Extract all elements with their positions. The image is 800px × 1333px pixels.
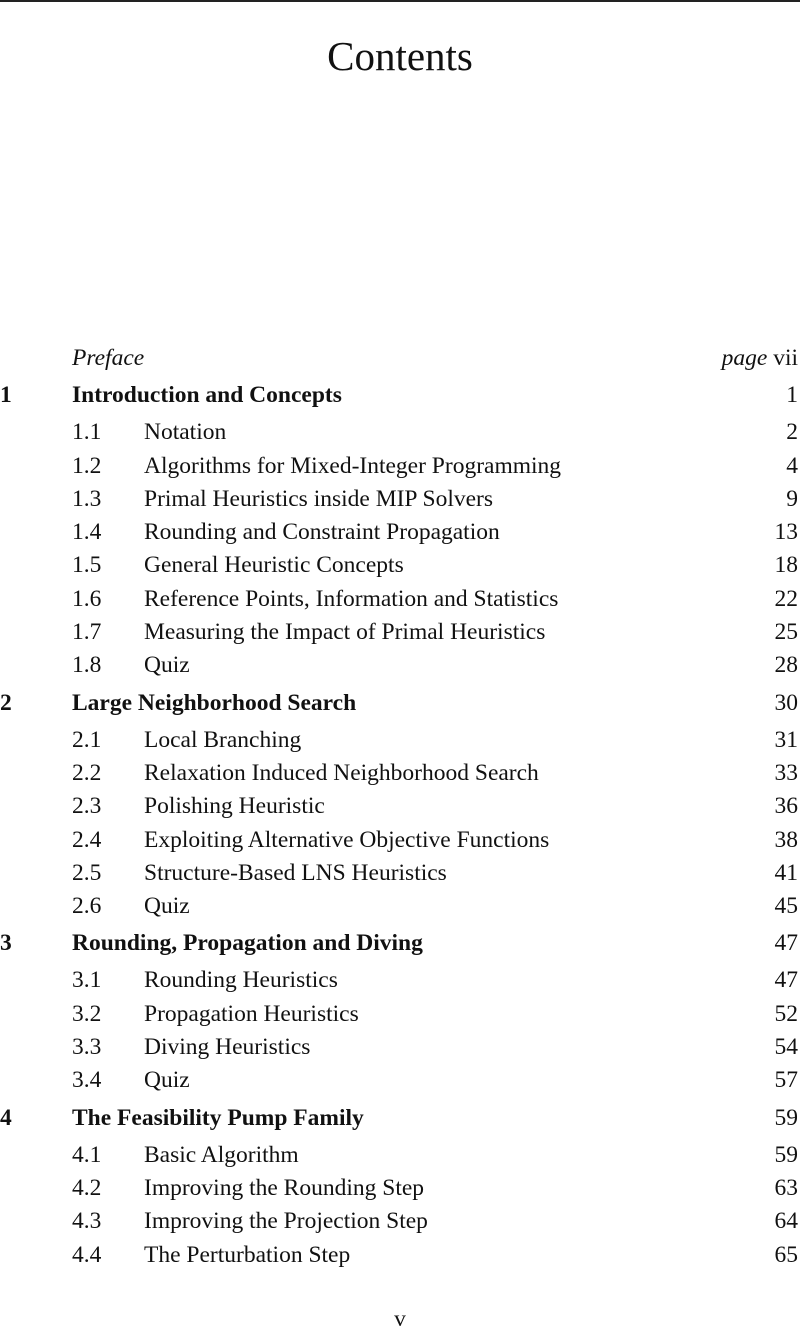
- section-number: 2.1: [72, 726, 102, 753]
- section-number: 2.2: [72, 759, 102, 786]
- section-page: 36: [774, 793, 798, 820]
- section-number: 4.3: [72, 1208, 102, 1235]
- section-title: Quiz: [144, 1067, 190, 1094]
- preface-page-number: vii: [773, 345, 798, 371]
- toc-row-section[interactable]: [0, 757, 800, 790]
- chapter-title: Large Neighborhood Search: [72, 689, 357, 716]
- section-number: 4.2: [72, 1174, 102, 1201]
- section-title: Measuring the Impact of Primal Heuristics: [144, 619, 546, 646]
- chapter-page: 59: [774, 1104, 798, 1131]
- section-page: 54: [774, 1034, 798, 1061]
- toc-row-section[interactable]: [0, 483, 800, 516]
- section-title: Rounding Heuristics: [144, 967, 338, 994]
- section-page: 38: [774, 826, 798, 853]
- chapter-page: 1: [786, 382, 798, 409]
- section-title: Improving the Projection Step: [144, 1208, 428, 1235]
- section-number: 1.4: [72, 519, 102, 546]
- section-page: 59: [774, 1141, 798, 1168]
- page-title: Contents: [327, 33, 473, 79]
- section-title: Rounding and Constraint Propagation: [144, 519, 500, 546]
- section-number: 3.1: [72, 967, 102, 994]
- section-number: 2.6: [72, 893, 102, 920]
- section-number: 4.1: [72, 1141, 102, 1168]
- section-page: 22: [774, 585, 798, 612]
- section-page: 45: [774, 893, 798, 920]
- section-title: Structure-Based LNS Heuristics: [144, 859, 447, 886]
- section-number: 3.2: [72, 1000, 102, 1027]
- section-number: 1.5: [72, 552, 102, 579]
- toc-row-section[interactable]: [0, 790, 800, 823]
- toc-row-chapter[interactable]: [0, 375, 800, 416]
- section-title: Improving the Rounding Step: [144, 1174, 425, 1201]
- toc-row-section[interactable]: [0, 649, 800, 682]
- chapter-title: Introduction and Concepts: [72, 382, 342, 409]
- toc-row-section[interactable]: [0, 824, 800, 857]
- section-title: Diving Heuristics: [144, 1034, 311, 1061]
- section-page: 52: [774, 1000, 798, 1027]
- section-number: 2.5: [72, 859, 102, 886]
- chapter-page: 47: [774, 930, 798, 957]
- section-title: Quiz: [144, 893, 190, 920]
- chapter-number: 3: [0, 930, 12, 957]
- toc-row-section[interactable]: [0, 416, 800, 449]
- toc-row-chapter[interactable]: [0, 923, 800, 964]
- section-page: 4: [786, 452, 798, 479]
- toc-row-section[interactable]: [0, 998, 800, 1031]
- chapter-number: 4: [0, 1104, 12, 1131]
- section-page: 25: [774, 619, 798, 646]
- section-title: Reference Points, Information and Statistics: [144, 585, 559, 612]
- section-page: 28: [774, 652, 798, 679]
- section-title: Basic Algorithm: [144, 1141, 299, 1168]
- section-page: 47: [774, 967, 798, 994]
- section-number: 1.7: [72, 619, 102, 646]
- toc-row-section[interactable]: [0, 616, 800, 649]
- section-title: Local Branching: [144, 726, 302, 753]
- section-title: The Perturbation Step: [144, 1241, 351, 1268]
- section-title: Exploiting Alternative Objective Functions: [144, 826, 550, 853]
- section-number: 1.1: [72, 419, 102, 446]
- toc-row-section[interactable]: [0, 890, 800, 923]
- toc-row-section[interactable]: [0, 724, 800, 757]
- toc-row-section[interactable]: [0, 583, 800, 616]
- section-number: 1.2: [72, 452, 102, 479]
- section-number: 1.8: [72, 652, 102, 679]
- section-page: 57: [774, 1067, 798, 1094]
- toc-row-section[interactable]: [0, 1239, 800, 1272]
- toc-row-chapter[interactable]: [0, 1098, 800, 1139]
- toc-row-section[interactable]: [0, 450, 800, 483]
- section-page: 31: [774, 726, 798, 753]
- toc-row-section[interactable]: [0, 1172, 800, 1205]
- top-rule: [0, 0, 800, 2]
- section-number: 1.6: [72, 585, 102, 612]
- toc-row-section[interactable]: [0, 549, 800, 582]
- chapter-number: 1: [0, 382, 12, 409]
- page-prefix: page: [721, 345, 768, 371]
- section-page: 41: [774, 859, 798, 886]
- section-page: 63: [774, 1174, 798, 1201]
- section-title: Primal Heuristics inside MIP Solvers: [144, 485, 494, 512]
- section-title: Propagation Heuristics: [144, 1000, 359, 1027]
- section-page: 9: [786, 485, 798, 512]
- toc-row-preface[interactable]: [0, 342, 800, 375]
- section-number: 2.3: [72, 793, 102, 820]
- chapter-title: The Feasibility Pump Family: [72, 1104, 364, 1131]
- section-page: 64: [774, 1208, 798, 1235]
- table-of-contents: [0, 342, 800, 1272]
- section-title: Notation: [144, 419, 227, 446]
- section-number: 3.4: [72, 1067, 102, 1094]
- toc-entries: [0, 375, 800, 1272]
- chapter-title: Rounding, Propagation and Diving: [72, 930, 423, 957]
- section-title: Quiz: [144, 652, 190, 679]
- page-number: v: [394, 1306, 406, 1332]
- toc-row-section[interactable]: [0, 1031, 800, 1064]
- toc-row-section[interactable]: [0, 1139, 800, 1172]
- section-page: 33: [774, 759, 798, 786]
- chapter-number: 2: [0, 689, 12, 716]
- toc-row-section[interactable]: [0, 857, 800, 890]
- section-number: 3.3: [72, 1034, 102, 1061]
- section-page: 13: [774, 519, 798, 546]
- toc-row-section[interactable]: [0, 964, 800, 997]
- toc-row-section[interactable]: [0, 1205, 800, 1238]
- toc-row-section[interactable]: [0, 1064, 800, 1097]
- section-title: General Heuristic Concepts: [144, 552, 404, 579]
- section-number: 4.4: [72, 1241, 102, 1268]
- toc-row-chapter[interactable]: [0, 683, 800, 724]
- preface-label: Preface: [72, 345, 145, 371]
- section-number: 2.4: [72, 826, 102, 853]
- section-page: 18: [774, 552, 798, 579]
- section-title: Relaxation Induced Neighborhood Search: [144, 759, 539, 786]
- section-number: 1.3: [72, 485, 102, 512]
- preface-page: [722, 342, 798, 375]
- section-title: Algorithms for Mixed-Integer Programming: [144, 452, 562, 479]
- toc-row-section[interactable]: [0, 516, 800, 549]
- section-title: Polishing Heuristic: [144, 793, 325, 820]
- section-page: 2: [786, 419, 798, 446]
- section-page: 65: [774, 1241, 798, 1268]
- chapter-page: 30: [774, 689, 798, 716]
